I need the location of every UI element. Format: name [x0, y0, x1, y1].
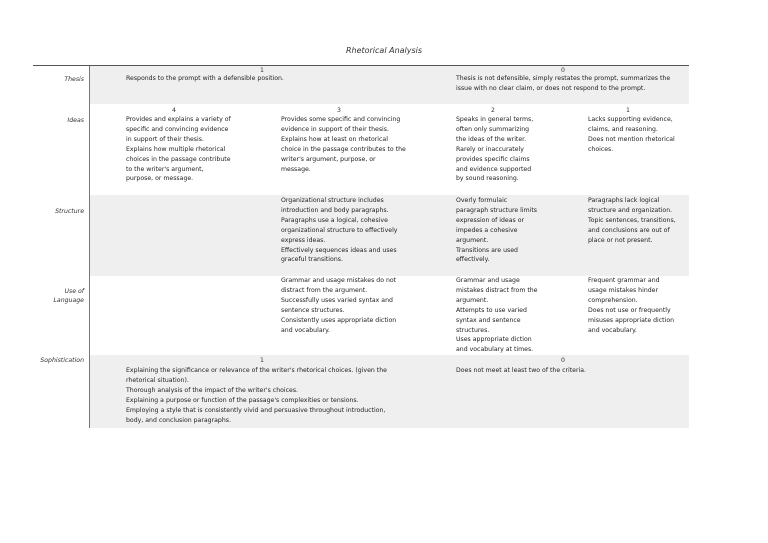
sophistication-score-0: 0 — [561, 357, 565, 364]
ideas-label: Ideas — [67, 117, 84, 124]
language-desc-1: Frequent grammar and usage mistakes hinder comprehension. Does not use or frequently misuses appropriate diction and vocabulary. — [588, 277, 675, 334]
label-column-divider — [89, 66, 90, 428]
structure-desc-2: Overly formulaic paragraph structure limits expression of ideas or impedes a cohesive argument. Transitions are used effectively. — [456, 197, 538, 264]
structure-desc-1: Paragraphs lack logical structure and organization. Topic sentences, transitions, and conclusions are out of place or not present. — [588, 197, 676, 244]
sophistication-desc-0: Does not meet at least two of the criteria. — [456, 367, 587, 374]
language-label-line2: Language — [53, 297, 84, 304]
structure-label: Structure — [55, 208, 84, 215]
sophistication-score-1: 1 — [260, 357, 264, 364]
ideas-score-1: 1 — [626, 107, 630, 114]
sophistication-desc-1: Explaining the significance or relevance of the writer's rhetorical choices. (given the rhetorical situation). Thorough analysis of the impact of the writer's choices. Explaining a purpose or function of the passage's complexities or tensions. Employing a style that is consistently vivid and persuasive throughout introduction, body, and conclusion paragraphs. — [126, 367, 387, 424]
document-title: Rhetorical Analysis — [345, 46, 423, 55]
thesis-score-1: 1 — [260, 67, 264, 74]
ideas-desc-1: Lacks supporting evidence, claims, and reasoning. Does not mention rhetorical choices. — [588, 116, 675, 153]
ideas-score-2: 2 — [491, 107, 495, 114]
language-desc-3: Grammar and usage mistakes do not distract from the argument. Successfully uses varied syntax and sentence structures. Consistently uses appropriate diction and vocabulary. — [281, 277, 397, 334]
thesis-label: Thesis — [64, 76, 84, 83]
ideas-score-3: 3 — [337, 107, 341, 114]
thesis-desc-0: Thesis is not defensible, simply restates the prompt, summarizes the issue with no clear claim, or does not respond to the prompt. — [456, 75, 671, 92]
language-label-line1: Use of — [64, 288, 84, 295]
ideas-desc-3: Provides some specific and convincing evidence in support of their thesis. Explains how at least on rhetorical choice in the passage contributes to the writer's argument, purpose, or message. — [281, 116, 406, 173]
ideas-desc-2: Speaks in general terms, often only summarizing the ideas of the writer. Rarely or inaccurately provides specific claims and evidence supported by sound reasoning. — [456, 116, 534, 183]
ideas-desc-4: Provides and explains a variety of specific and convincing evidence in support of their thesis. Explains how multiple rhetorical choices in the passage contribute to the writer's argument, purpose, or message. — [126, 116, 231, 183]
ideas-score-4: 4 — [172, 107, 176, 114]
thesis-score-0: 0 — [561, 67, 565, 74]
language-desc-2: Grammar and usage mistakes distract from the argument. Attempts to use varied syntax and sentence structures. Uses appropriate diction and vocabulary at times. — [456, 277, 538, 354]
thesis-desc-1: Responds to the prompt with a defensible position. — [126, 75, 284, 82]
sophistication-label: Sophistication — [40, 357, 84, 364]
structure-desc-3: Organizational structure includes introduction and body paragraphs. Paragraphs use a logical, cohesive organizational structure to effectively express ideas. Effectively sequences ideas and uses graceful transitions. — [281, 197, 398, 264]
